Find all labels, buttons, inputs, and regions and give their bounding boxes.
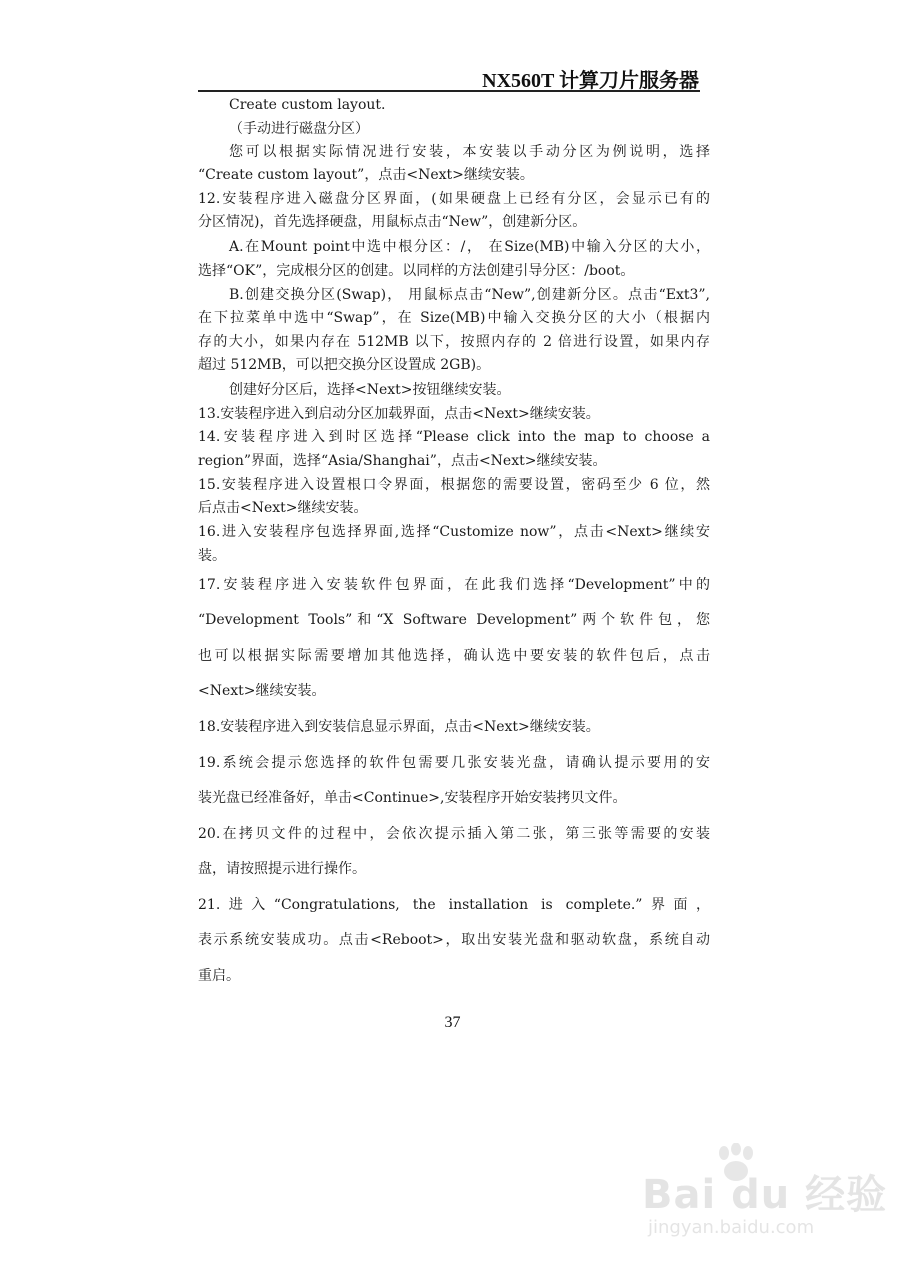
text-line: 装光盘已经准备好，单击<Continue>,安装程序开始安装拷贝文件。 — [198, 790, 627, 806]
text-line: 12.安装程序进入磁盘分区界面，(如果硬盘上已经有分区，会显示已有的 — [198, 191, 710, 207]
text-line: A.在Mount point中选中根分区：/， 在Size(MB)中输入分区的大小， — [229, 239, 710, 255]
text-line: 存的大小，如果内存在 512MB 以下，按照内存的 2 倍进行设置，如果内存 — [198, 334, 710, 350]
text-line: 重启。 — [198, 968, 240, 984]
watermark-brand: Bai du 经验 — [642, 1172, 888, 1218]
text-line: 盘，请按照提示进行操作。 — [198, 861, 366, 877]
text-line: 18.安装程序进入到安装信息显示界面，点击<Next>继续安装。 — [198, 719, 600, 735]
text-line: 超过 512MB，可以把交换分区设置成 2GB)。 — [198, 357, 491, 373]
text-line: region”界面，选择“Asia/Shanghai”，点击<Next>继续安装。 — [198, 453, 607, 469]
text-line: 创建好分区后，选择<Next>按钮继续安装。 — [229, 382, 511, 398]
text-line: 16.进入安装程序包选择界面,选择“Customize now”，点击<Next>继续安 — [198, 524, 710, 540]
header-divider — [198, 90, 700, 92]
text-line: 选择“OK”，完成根分区的创建。以同样的方法创建引导分区：/boot。 — [198, 263, 635, 279]
text-line: 表示系统安装成功。点击<Reboot>，取出安装光盘和驱动软盘，系统自动 — [198, 932, 710, 948]
text-line: “Development Tools”和“X Software Development”两个软件包，您 — [198, 612, 710, 628]
text-line: 分区情况)，首先选择硬盘，用鼠标点击“New”，创建新分区。 — [198, 214, 587, 230]
page-number: 37 — [444, 1014, 461, 1031]
text-line: 17.安装程序进入安装软件包界面，在此我们选择“Development”中的 — [198, 577, 710, 593]
watermark-url: jingyan.baidu.com — [648, 1217, 815, 1238]
baidu-jingyan-watermark — [642, 1145, 888, 1255]
text-line: 15.安装程序进入设置根口令界面，根据您的需要设置，密码至少 6 位，然 — [198, 477, 710, 493]
text-line: 后点击<Next>继续安装。 — [198, 500, 368, 516]
text-line: Create custom layout. — [229, 97, 386, 113]
text-line: 20.在拷贝文件的过程中，会依次提示插入第二张，第三张等需要的安装 — [198, 826, 710, 842]
text-line: “Create custom layout”，点击<Next>继续安装。 — [198, 167, 534, 183]
text-line: 19.系统会提示您选择的软件包需要几张安装光盘，请确认提示要用的安 — [198, 755, 710, 771]
text-line: 您可以根据实际情况进行安装，本安装以手动分区为例说明，选择 — [229, 144, 710, 160]
text-line: 14.安装程序进入到时区选择“Please click into the map to choose a — [198, 429, 710, 445]
text-line: 装。 — [198, 548, 226, 564]
text-line: 在下拉菜单中选中“Swap”，在 Size(MB)中输入交换分区的大小（根据内 — [198, 310, 710, 326]
text-line: 13.安装程序进入到启动分区加载界面，点击<Next>继续安装。 — [198, 406, 600, 422]
text-line: B.创建交换分区(Swap)， 用鼠标点击“New”,创建新分区。点击“Ext3”, — [229, 287, 710, 303]
text-line: <Next>继续安装。 — [198, 683, 326, 699]
header-title: NX560T 计算刀片服务器 — [482, 70, 699, 92]
text-line: 21.进入“Congratulations, the installation is complete.”界面， — [198, 897, 710, 913]
text-line: 也可以根据实际需要增加其他选择，确认选中要安装的软件包后，点击 — [198, 648, 710, 664]
text-line: （手动进行磁盘分区） — [229, 121, 369, 137]
